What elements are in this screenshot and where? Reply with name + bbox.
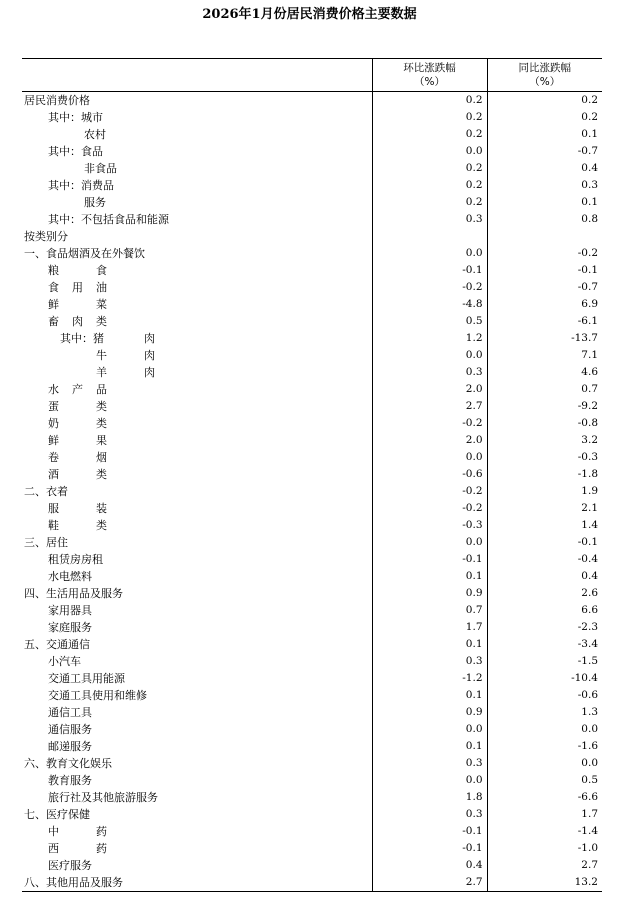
row-label-part: 交通工具用能源 [48,672,125,685]
row-label [22,500,372,517]
table-row [22,143,602,160]
yoy-value: 2.7 [487,857,602,874]
row-label-part: 小汽车 [48,655,81,668]
row-label-part: 类 [96,519,107,532]
table-row [22,687,602,704]
row-label [22,602,372,619]
table-row [22,721,602,738]
row-label-part: 西 [48,842,59,855]
mom-value: -0.6 [372,466,487,483]
row-label-part: 畜 [48,315,59,328]
table-row [22,755,602,772]
yoy-value: 2.1 [487,500,602,517]
row-label-part: 肉 [144,349,155,362]
row-label-part: 租赁房房租 [48,553,103,566]
table-row [22,653,602,670]
row-label [22,245,372,262]
table-row [22,381,602,398]
row-label-part: 肉 [72,315,83,328]
table-row [22,840,602,857]
mom-value [372,228,487,245]
row-label-part: 教育服务 [48,774,92,787]
yoy-value: 0.2 [487,109,602,126]
yoy-value [487,228,602,245]
row-label [22,313,372,330]
row-label-part: 酒 [48,468,59,481]
yoy-value: -0.2 [487,245,602,262]
row-label-part: 旅行社及其他旅游服务 [48,791,158,804]
mom-value: 0.9 [372,585,487,602]
mom-value: -0.1 [372,840,487,857]
row-label-part: 非食品 [84,162,117,175]
yoy-value: -1.0 [487,840,602,857]
row-label-part: 卷 [48,451,59,464]
row-label-part: 水电燃料 [48,570,92,583]
table-row [22,789,602,806]
yoy-value: -1.6 [487,738,602,755]
item-column-header [22,59,372,92]
table-row [22,704,602,721]
table-row [22,534,602,551]
table-row [22,449,602,466]
yoy-value: 0.5 [487,772,602,789]
row-label-part: 装 [96,502,107,515]
row-label-part: 粮 [48,264,59,277]
row-label [22,789,372,806]
mom-column-header [372,59,487,92]
mom-header-unit: （%） [414,76,445,88]
row-label [22,262,372,279]
mom-value: 0.0 [372,772,487,789]
mom-value: 0.1 [372,568,487,585]
table-row [22,806,602,823]
mom-value: 0.2 [372,109,487,126]
yoy-value: 13.2 [487,874,602,892]
row-label [22,177,372,194]
table-row [22,194,602,211]
table-row [22,92,602,110]
row-label-part: 食 [96,264,107,277]
mom-value: 0.3 [372,806,487,823]
yoy-value: -0.7 [487,279,602,296]
yoy-value: -0.6 [487,687,602,704]
row-label-part: 其中：城市 [48,111,103,124]
mom-value: 0.2 [372,160,487,177]
yoy-value: -0.1 [487,262,602,279]
row-label [22,687,372,704]
row-label-part: 其中：不包括食品和能源 [48,213,169,226]
table-row [22,585,602,602]
yoy-value: -1.8 [487,466,602,483]
mom-value: -0.2 [372,483,487,500]
yoy-value: -9.2 [487,398,602,415]
row-label [22,670,372,687]
row-label [22,755,372,772]
row-label [22,109,372,126]
mom-value: -0.1 [372,823,487,840]
mom-value: 0.3 [372,211,487,228]
row-label [22,364,372,381]
row-label-part: 服务 [84,196,106,209]
mom-value: 0.0 [372,347,487,364]
row-label-part: 中 [48,825,59,838]
mom-value: 0.1 [372,687,487,704]
yoy-value: -2.3 [487,619,602,636]
row-label-part: 邮递服务 [48,740,92,753]
row-label-part: 医疗服务 [48,859,92,872]
mom-value: 1.7 [372,619,487,636]
yoy-value: 2.6 [487,585,602,602]
cpi-table [22,58,602,892]
row-label-part: 蛋 [48,400,59,413]
table-row [22,347,602,364]
row-label [22,874,372,892]
row-label [22,840,372,857]
table-row [22,330,602,347]
row-label-part: 用 [72,281,83,294]
row-label [22,347,372,364]
row-label-part: 其中：食品 [48,145,103,158]
row-label [22,415,372,432]
table-row [22,602,602,619]
yoy-header-unit: （%） [529,76,561,88]
row-label-part: 类 [96,417,107,430]
row-label [22,330,372,347]
table-row [22,670,602,687]
row-label-part: 五、交通通信 [24,638,90,651]
mom-value: -0.2 [372,279,487,296]
mom-value: 0.3 [372,755,487,772]
row-label [22,534,372,551]
row-label [22,449,372,466]
row-label [22,143,372,160]
row-label-part: 药 [96,825,107,838]
mom-value: 0.2 [372,92,487,110]
mom-value: -0.3 [372,517,487,534]
yoy-value: 0.4 [487,160,602,177]
yoy-value: 0.1 [487,194,602,211]
yoy-value: 4.6 [487,364,602,381]
yoy-value: 1.9 [487,483,602,500]
row-label-part: 服 [48,502,59,515]
yoy-value: -0.4 [487,551,602,568]
row-label [22,772,372,789]
table-row [22,211,602,228]
yoy-value: -13.7 [487,330,602,347]
row-label [22,857,372,874]
table-row [22,432,602,449]
table-row [22,109,602,126]
yoy-value: 0.0 [487,721,602,738]
table-row [22,857,602,874]
row-label-part: 家用器具 [48,604,92,617]
yoy-value: -10.4 [487,670,602,687]
row-label [22,585,372,602]
table-row [22,568,602,585]
yoy-value: 0.4 [487,568,602,585]
mom-value: 0.0 [372,449,487,466]
row-label [22,619,372,636]
mom-value: 1.2 [372,330,487,347]
row-label [22,551,372,568]
yoy-value: 0.2 [487,92,602,110]
yoy-column-header [487,59,602,92]
yoy-value: 7.1 [487,347,602,364]
table-row [22,177,602,194]
row-label-part: 其中：猪 [60,332,104,345]
yoy-value: -6.6 [487,789,602,806]
row-label [22,466,372,483]
row-label-part: 鲜 [48,434,59,447]
row-label-part: 八、其他用品及服务 [24,876,123,889]
mom-value: 0.2 [372,194,487,211]
row-label [22,653,372,670]
yoy-header-label: 同比涨跌幅 [518,62,571,74]
row-label-part: 产 [72,383,83,396]
mom-value: -0.1 [372,262,487,279]
row-label-part: 鞋 [48,519,59,532]
row-label [22,483,372,500]
table-row [22,126,602,143]
yoy-value: 0.7 [487,381,602,398]
row-label-part: 居民消费价格 [24,94,90,107]
mom-value: 2.0 [372,432,487,449]
table-header-row [22,59,602,92]
mom-value: 0.3 [372,653,487,670]
mom-value: 0.0 [372,143,487,160]
yoy-value: -0.3 [487,449,602,466]
table-row [22,313,602,330]
table-row [22,772,602,789]
row-label-part: 肉 [144,366,155,379]
table-row [22,262,602,279]
row-label [22,194,372,211]
table-row [22,874,602,892]
table-row [22,364,602,381]
row-label-part: 类 [96,400,107,413]
yoy-value: 6.9 [487,296,602,313]
yoy-value: -1.5 [487,653,602,670]
yoy-value: -1.4 [487,823,602,840]
table-row [22,415,602,432]
row-label-part: 二、衣着 [24,485,68,498]
row-label-part: 交通工具使用和维修 [48,689,147,702]
row-label-part: 鲜 [48,298,59,311]
row-label [22,381,372,398]
mom-value: 0.1 [372,738,487,755]
table-row [22,160,602,177]
row-label-part: 通信服务 [48,723,92,736]
row-label-part: 三、居住 [24,536,68,549]
row-label-part: 肉 [144,332,155,345]
table-row [22,551,602,568]
row-label [22,738,372,755]
yoy-value: 1.7 [487,806,602,823]
yoy-value: -0.1 [487,534,602,551]
table-row [22,500,602,517]
mom-value: -0.2 [372,500,487,517]
mom-value: 0.4 [372,857,487,874]
row-label-part: 药 [96,842,107,855]
row-label [22,279,372,296]
mom-value: 0.2 [372,126,487,143]
row-label [22,126,372,143]
mom-value: 0.0 [372,245,487,262]
table-row [22,619,602,636]
table-body [22,92,602,892]
row-label-part: 油 [96,281,107,294]
yoy-value: -0.8 [487,415,602,432]
mom-value: -4.8 [372,296,487,313]
row-label-part: 六、教育文化娱乐 [24,757,112,770]
row-label [22,721,372,738]
row-label-part: 菜 [96,298,107,311]
mom-value: 0.9 [372,704,487,721]
table-row [22,279,602,296]
table-row [22,398,602,415]
mom-value: 2.7 [372,874,487,892]
yoy-value: 0.0 [487,755,602,772]
row-label [22,568,372,585]
mom-value: 1.8 [372,789,487,806]
yoy-value: 1.4 [487,517,602,534]
row-label-part: 类 [96,468,107,481]
mom-value: 0.3 [372,364,487,381]
table-row [22,517,602,534]
yoy-value: 6.6 [487,602,602,619]
row-label-part: 奶 [48,417,59,430]
mom-value: 0.5 [372,313,487,330]
yoy-value: 1.3 [487,704,602,721]
mom-value: -0.1 [372,551,487,568]
row-label [22,228,372,245]
table-row [22,636,602,653]
mom-value: 0.7 [372,602,487,619]
row-label-part: 一、食品烟酒及在外餐饮 [24,247,145,260]
row-label-part: 果 [96,434,107,447]
table-row [22,296,602,313]
yoy-value: 0.8 [487,211,602,228]
row-label-part: 农村 [84,128,106,141]
mom-value: 2.0 [372,381,487,398]
row-label-part: 七、医疗保健 [24,808,90,821]
table-row [22,823,602,840]
row-label-part: 食 [48,281,59,294]
table-row [22,466,602,483]
row-label-part: 按类别分 [24,230,68,243]
row-label-part: 烟 [96,451,107,464]
row-label-part: 类 [96,315,107,328]
row-label [22,92,372,110]
row-label [22,806,372,823]
mom-value: 0.1 [372,636,487,653]
table-row [22,738,602,755]
table-row [22,483,602,500]
yoy-value: 0.1 [487,126,602,143]
row-label-part: 四、生活用品及服务 [24,587,123,600]
row-label [22,704,372,721]
row-label-part: 水 [48,383,59,396]
yoy-value: -3.4 [487,636,602,653]
row-label-part: 品 [96,383,107,396]
row-label-part: 羊 [96,366,107,379]
row-label-part: 家庭服务 [48,621,92,634]
mom-value: -0.2 [372,415,487,432]
yoy-value: -0.7 [487,143,602,160]
row-label [22,432,372,449]
mom-value: -1.2 [372,670,487,687]
row-label [22,211,372,228]
row-label [22,823,372,840]
row-label [22,160,372,177]
mom-value: 0.0 [372,721,487,738]
yoy-value: 0.3 [487,177,602,194]
table-row [22,245,602,262]
row-label-part: 其中：消费品 [48,179,114,192]
mom-value: 2.7 [372,398,487,415]
row-label-part: 通信工具 [48,706,92,719]
page-title: 2026年1月份居民消费价格主要数据 [202,7,417,22]
mom-header-label: 环比涨跌幅 [403,62,456,74]
mom-value: 0.0 [372,534,487,551]
yoy-value: 3.2 [487,432,602,449]
table-row [22,228,602,245]
row-label [22,296,372,313]
row-label [22,636,372,653]
row-label [22,398,372,415]
mom-value: 0.2 [372,177,487,194]
yoy-value: -6.1 [487,313,602,330]
row-label [22,517,372,534]
row-label-part: 牛 [96,349,107,362]
